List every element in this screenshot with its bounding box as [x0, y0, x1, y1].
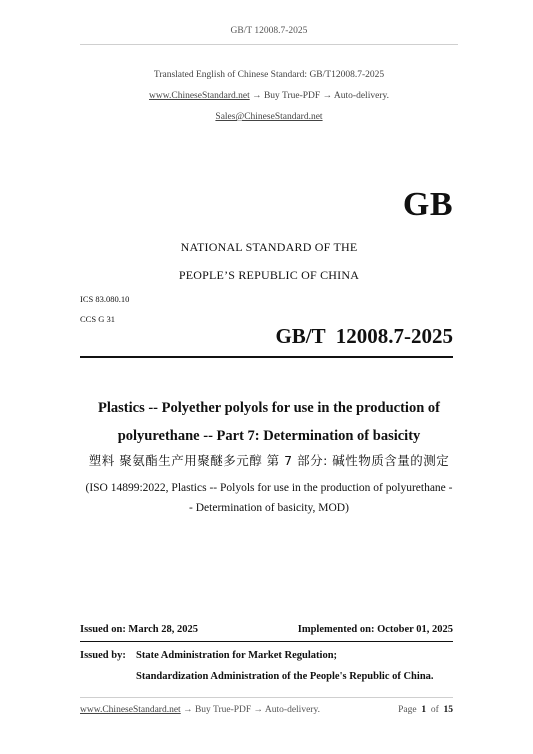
running-header: GB/T 12008.7-2025: [230, 26, 308, 36]
national-standard-heading: [80, 233, 458, 289]
english-title-line-1: Plastics -- Polyether polyols for use in the production of: [98, 400, 440, 416]
gb-logo: GB: [402, 186, 453, 223]
issued-date: Issued on: March 28, 2025: [80, 624, 198, 635]
page-word: Page: [398, 705, 417, 715]
footer-divider: [80, 697, 453, 698]
buy-text: → Buy True-PDF → Auto-delivery.: [249, 91, 389, 101]
iso-line-1: (ISO 14899:2022, Plastics -- Polyols for use in the production of polyurethane -: [85, 482, 453, 494]
english-title-line-2: polyurethane -- Part 7: Determination of basicity: [117, 428, 421, 444]
chinese-title: 塑料 聚氨酯生产用聚醚多元醇 第 7 部分: 碱性物质含量的测定: [88, 453, 450, 468]
email-link[interactable]: Sales@ChineseStandard.net: [215, 112, 323, 122]
site-link[interactable]: www.ChineseStandard.net: [149, 91, 250, 101]
iso-line-2: - Determination of basicity, MOD): [189, 502, 349, 514]
standard-number: GB/T 12008.7-2025: [275, 324, 453, 348]
ccs-code: CCS G 31: [80, 314, 115, 324]
page-indicator: [398, 705, 453, 715]
header-divider: [80, 44, 458, 45]
translation-notice: [80, 65, 458, 128]
translation-line: Translated English of Chinese Standard: GB/T12008.7-2025: [153, 70, 385, 80]
footer-site-link[interactable]: www.ChineseStandard.net: [80, 705, 181, 715]
ics-code: ICS 83.080.10: [80, 294, 130, 304]
english-title: [80, 394, 458, 450]
dates-divider: [80, 641, 453, 642]
national-line-1: NATIONAL STANDARD OF THE: [180, 240, 358, 254]
classification-codes: [80, 289, 129, 329]
page-of: of: [430, 705, 439, 715]
iso-reference: [80, 478, 458, 518]
title-divider: [80, 356, 453, 358]
implemented-date: Implemented on: October 01, 2025: [297, 624, 453, 635]
buy-line: [80, 86, 458, 107]
issuer-line-1: State Administration for Market Regulation;: [136, 650, 338, 661]
issuer-label: Issued by:: [80, 650, 126, 661]
issuer-line-2: Standardization Administration of the People's Republic of China.: [136, 671, 434, 682]
national-line-2: PEOPLE’S REPUBLIC OF CHINA: [178, 268, 360, 282]
page-total: 15: [443, 705, 453, 715]
page-current: 1: [421, 705, 427, 715]
footer-buy-text: → Buy True-PDF → Auto-delivery.: [180, 705, 320, 715]
